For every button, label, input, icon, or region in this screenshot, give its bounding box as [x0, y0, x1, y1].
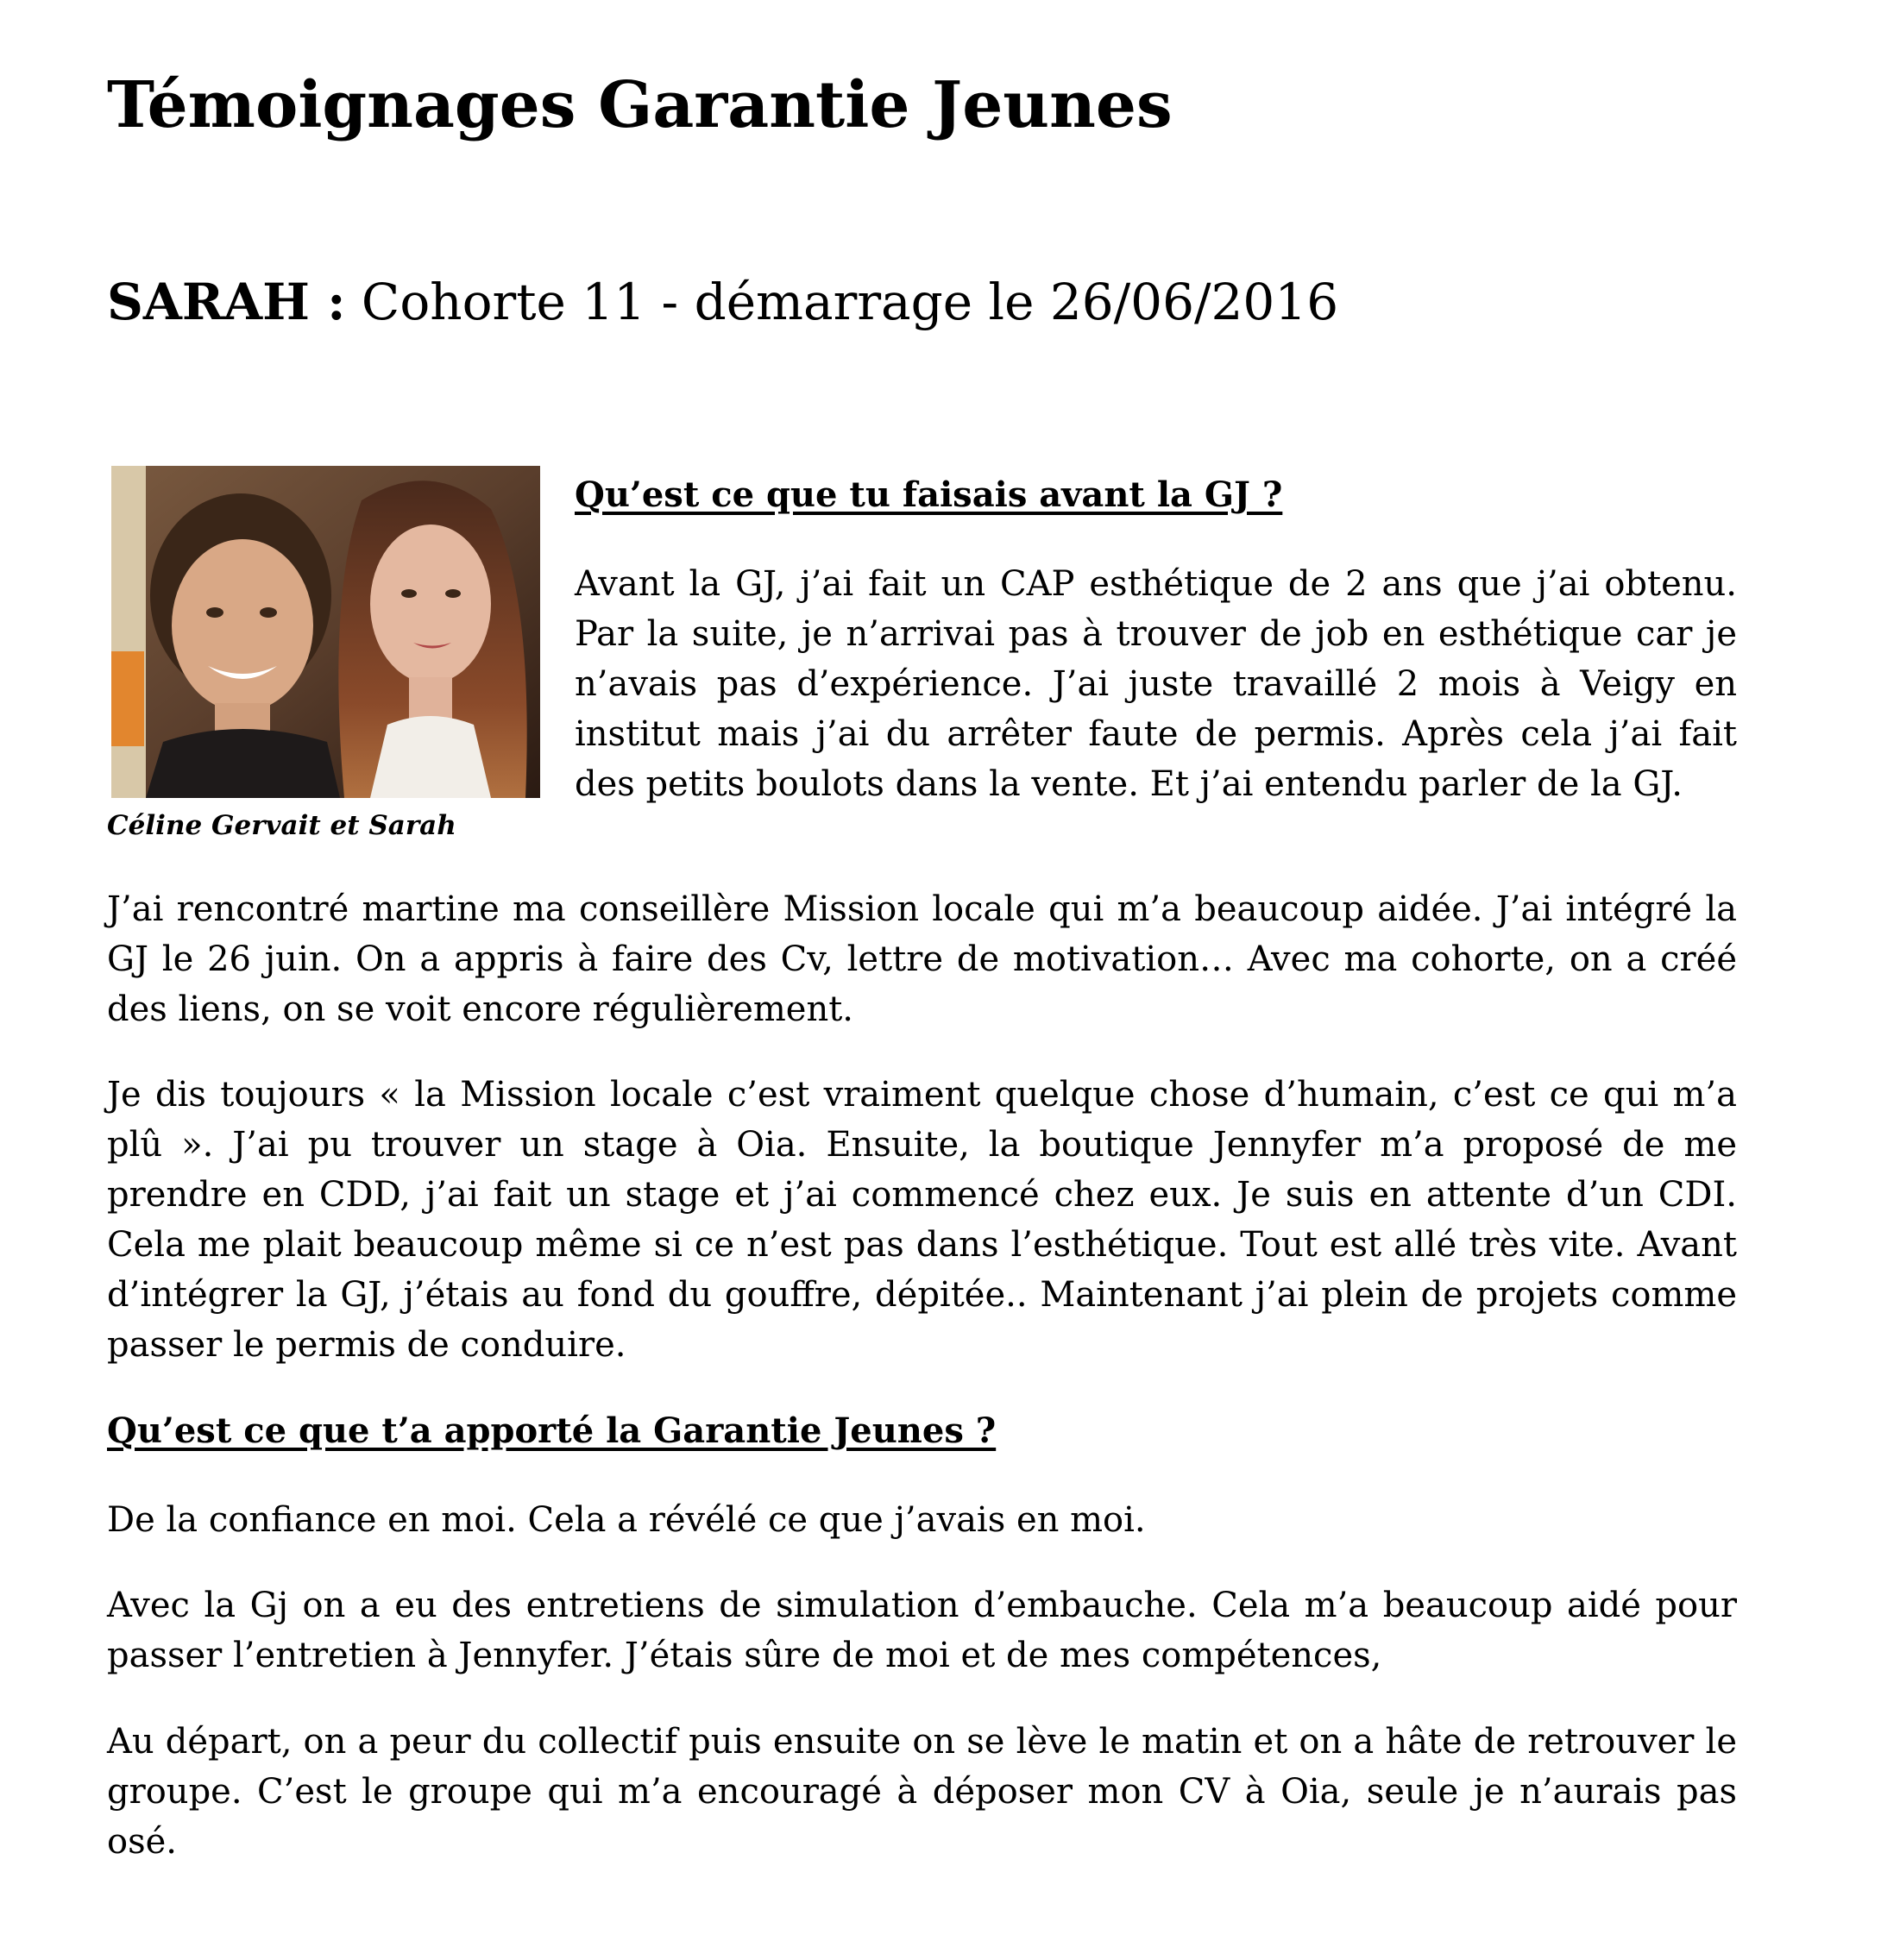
person-line: [107, 267, 1338, 336]
paragraph-3: Je dis toujours « la Mission locale c’est vraiment quelque chose d’humain, c’est ce qui m’a plû ». J’ai pu trouver un stage à Oia. Ensuite, la boutique Jennyfer m’a proposé de me prendre en CDD, j’ai fait un stage et j’ai commencé chez eux. Je suis en attente d’un CDI. Cela me plait beaucoup même si ce n’est pas dans l’esthétique. Tout est allé très vite. Avant d’intégrer la GJ, j’étais au fond du gouffre, dépitée.. Maintenant j’ai plein de projets comme passer le permis de conduire.: [107, 1075, 1737, 1365]
paragraph-2: J’ai rencontré martine ma conseillère Mission locale qui m’a beaucoup aidée. J’ai intégré la GJ le 26 juin. On a appris à faire des Cv, lettre de motivation… Avec ma cohorte, on a créé des liens, on se voit encore régulièrement.: [107, 889, 1737, 1029]
question-2-heading: Qu’est ce que t’a apporté la Garantie Jeunes ?: [107, 1410, 997, 1451]
paragraph-5: Avec la Gj on a eu des entretiens de simulation d’embauche. Cela m’a beaucoup aidé pour passer l’entretien à Jennyfer. J’étais sûre de moi et de mes compétences,: [107, 1586, 1737, 1675]
portrait-photo: [111, 466, 540, 798]
question-1-heading: Qu’est ce que tu faisais avant la GJ ?: [575, 474, 1283, 515]
paragraph-6: Au départ, on a peur du collectif puis ensuite on se lève le matin et on a hâte de retrouver le groupe. C’est le groupe qui m’a encouragé à déposer mon CV à Oia, seule je n’aurais pas osé.: [107, 1722, 1737, 1862]
paragraph-4: De la confiance en moi. Cela a révélé ce que j’avais en moi.: [107, 1500, 1146, 1540]
person-name: SARAH :: [107, 273, 346, 331]
person-details: Cohorte 11 - démarrage le 26/06/2016: [345, 273, 1339, 331]
photo-caption: Céline Gervait et Sarah: [107, 810, 456, 841]
paragraph-1: Avant la GJ, j’ai fait un CAP esthétique de 2 ans que j’ai obtenu. Par la suite, je n’arrivai pas à trouver de job en esthétique car je n’avais pas d’expérience. J’ai juste travaillé 2 mois à Veigy en institut mais j’ai du arrêter faute de permis. Après cela j’ai fait des petits boulots dans la vente. Et j’ai entendu parler de la GJ.: [575, 564, 1737, 804]
page-title: Témoignages Garantie Jeunes: [107, 68, 1173, 142]
